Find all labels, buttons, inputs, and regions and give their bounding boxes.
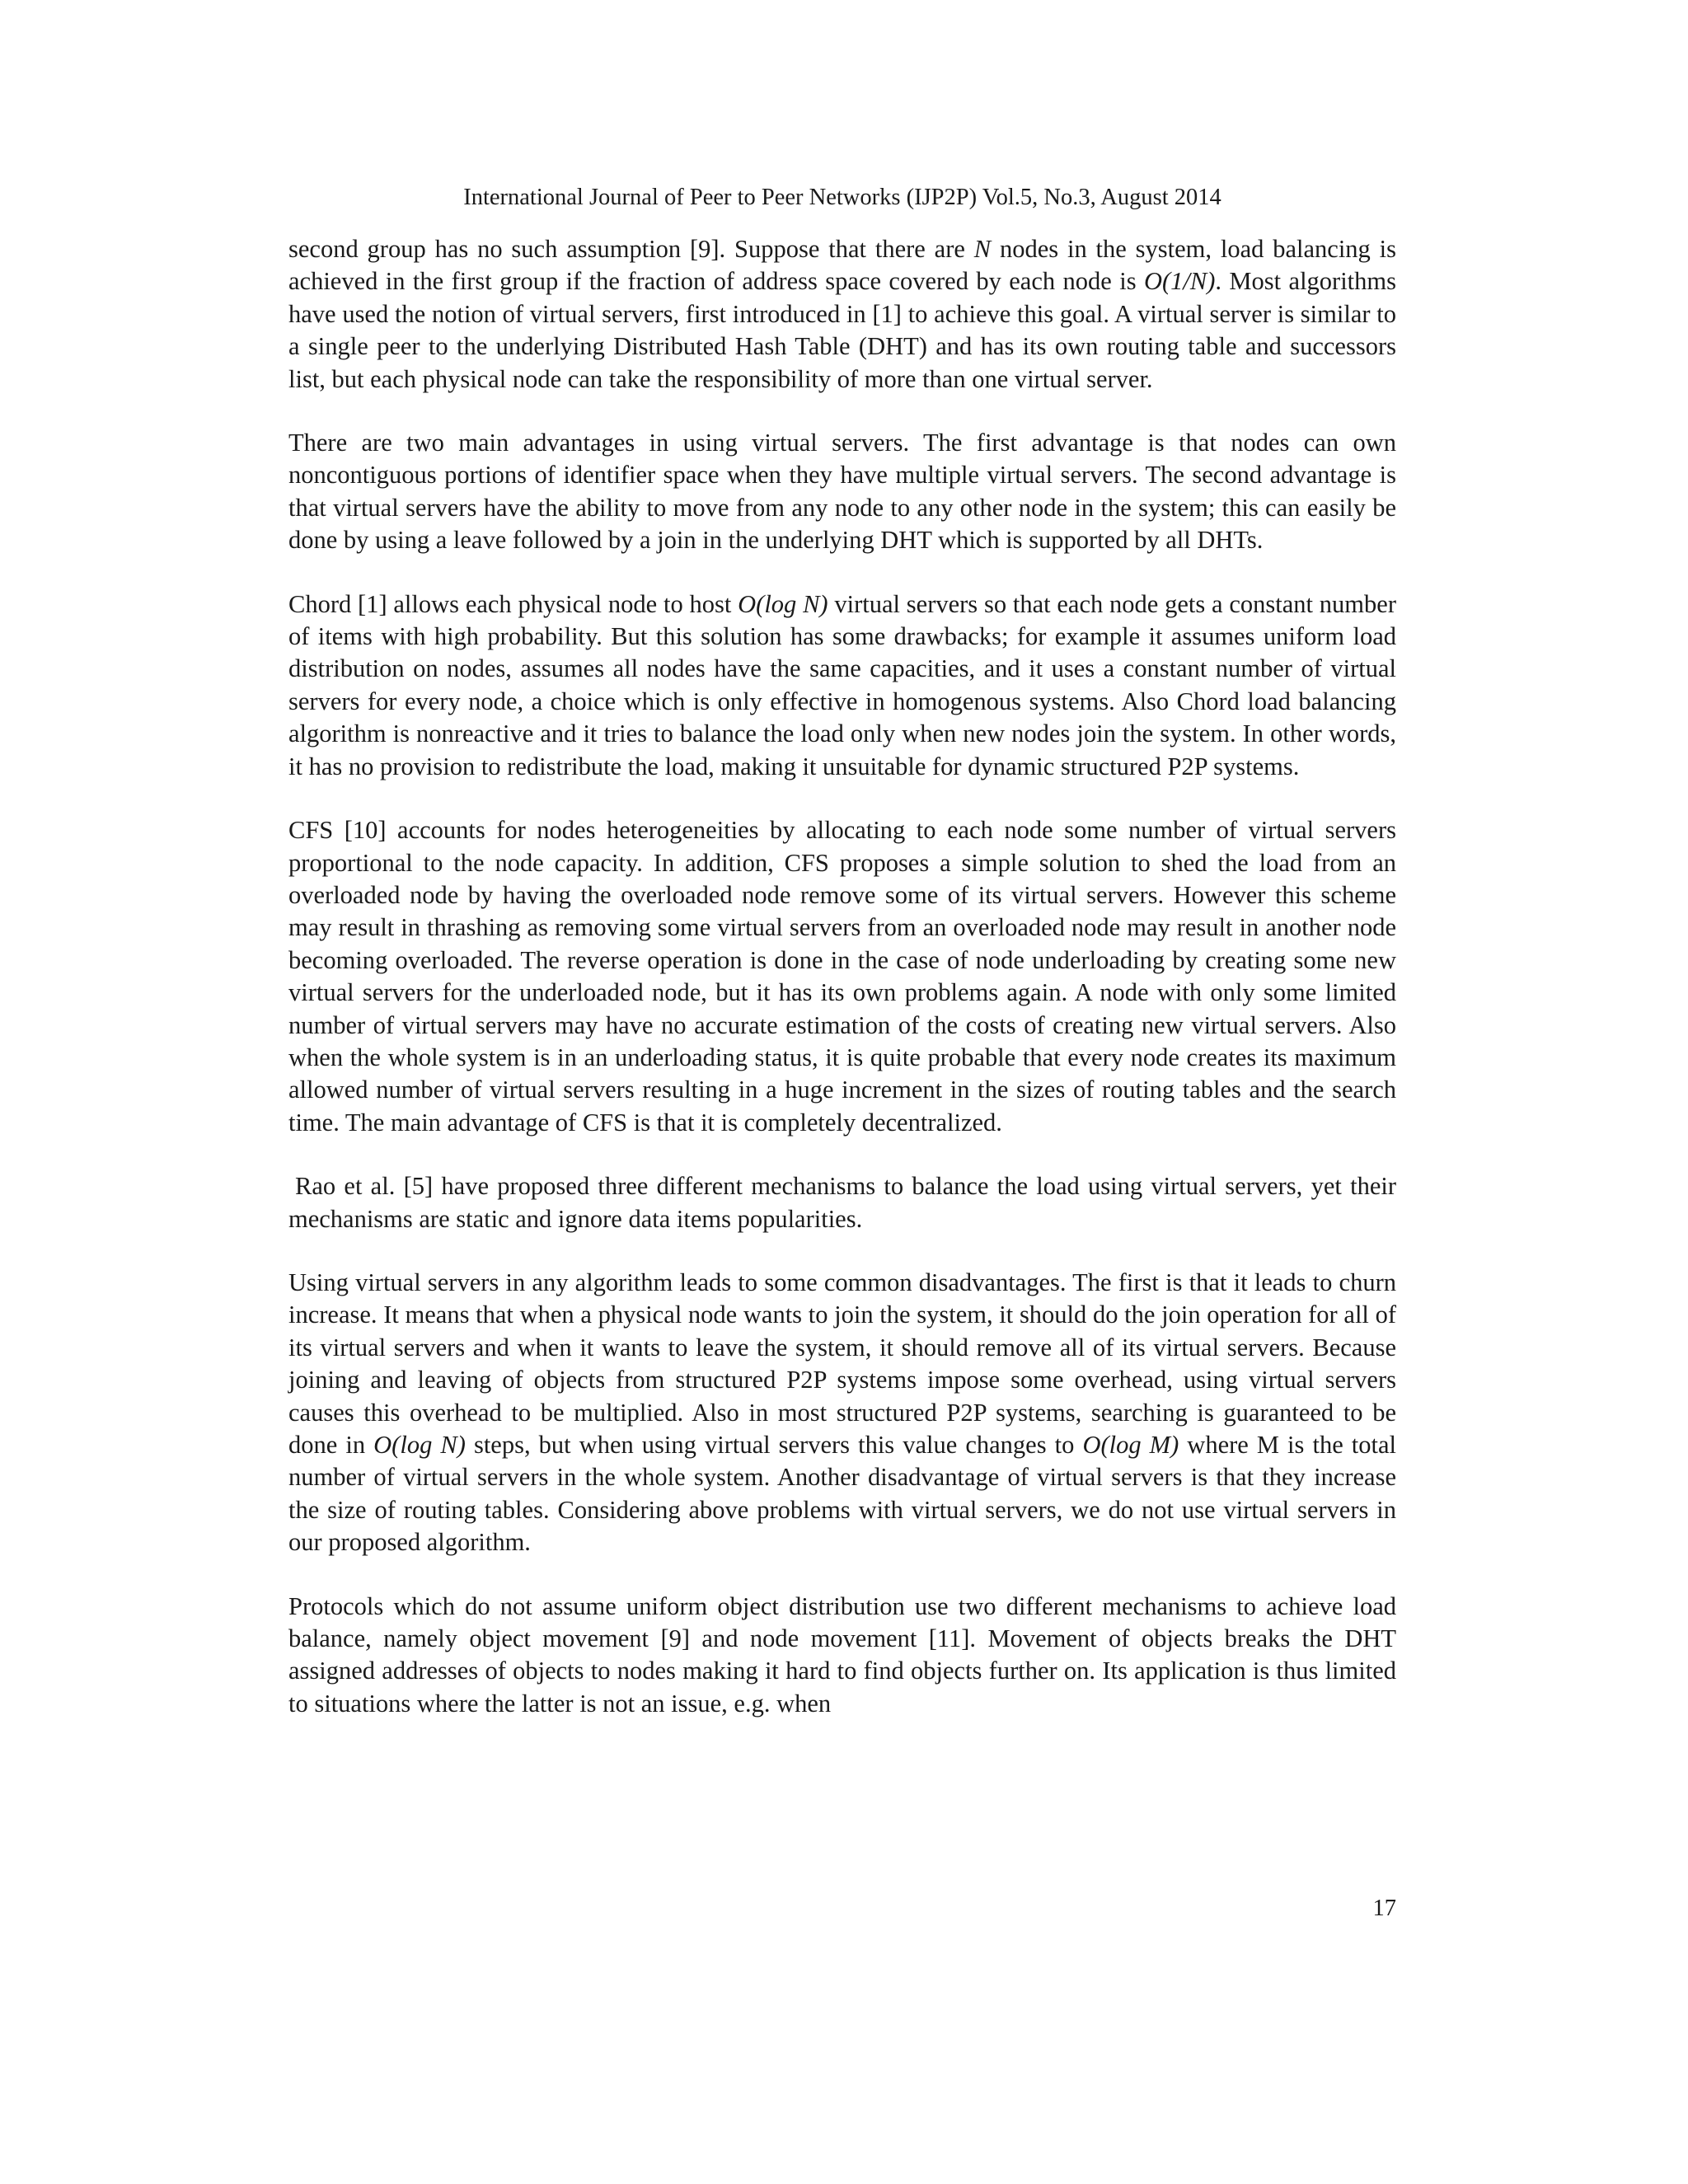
paragraph-cfs: CFS [10] accounts for nodes heterogeneities by allocating to each node some number of virtual servers proportional to the node capacity. In addition, CFS proposes a simple solution to shed the load from an overloaded node by having the overloaded node remove some of its virtual servers. However this scheme may result in thrashing as removing some virtual servers from an overloaded node may result in another node becoming overloaded. The reverse operation is done in the case of node underloading by creating some new virtual servers for the underloaded node, but it has its own problems again. A node with only some limited number of virtual servers may have no accurate estimation of the costs of creating new virtual servers. Also when the whole system is in an underloading status, it is quite probable that every node creates its maximum allowed number of virtual servers resulting in a huge increment in the sizes of routing tables and the search time. The main advantage of CFS is that it is completely decentralized. [288, 816, 1396, 1137]
running-header: International Journal of Peer to Peer Networks (IJP2P) Vol.5, No.3, August 2014 [463, 185, 1221, 210]
p3-text-c: virtual servers so that each node gets a constant number of items with high probability. But this solution has some drawbacks; for example it assumes uniform load distribution on nodes, assumes all nodes have the same capacities, and it uses a constant number of virtual servers for every node, a choice which is only effective in homogenous systems. Also Chord load balancing algorithm is nonreactive and it tries to balance the load only when new nodes join the system. In other words, it has no provision to redistribute the load, making it unsuitable for dynamic structured P2P systems. [288, 589, 1396, 780]
p3-text-a: Chord [1] allows each physical node to host [288, 589, 738, 618]
body-text [288, 233, 1396, 1751]
p6-text-c: steps, but when using virtual servers this value changes to [465, 1431, 1083, 1459]
p1-text-c: nodes in the system, load balancing is achieved in the first group if the fraction of address space covered by each node is [288, 235, 1397, 296]
p6-math-ologn: O(log N) [373, 1431, 466, 1459]
p6-text-e: where M is the total number of virtual servers in the whole system. Another disadvantage of virtual servers is that they increase the size of routing tables. Considering above problems with virtual servers, we do not use virtual servers in our proposed algorithm. [288, 1431, 1396, 1557]
p1-text-a: second group has no such assumption [9]. Suppose that there are [288, 235, 974, 263]
p1-math-o1n: O(1/N) [1143, 267, 1216, 296]
p3-math-ologn: O(log N) [738, 589, 828, 618]
page-number: 17 [1372, 1896, 1396, 1921]
p1-text-e: . Most algorithms have used the notion of virtual servers, first introduced in [1] to achieve this goal. A virtual server is similar to a single peer to the underlying Distributed Hash Table (DHT) and has its own routing table and successors list, but each physical node can take the responsibility of more than one virtual server. [288, 267, 1396, 393]
paragraph-virtual-servers-intro [288, 233, 1396, 396]
p1-math-n: N [973, 235, 992, 263]
paragraph-protocols: Protocols which do not assume uniform object distribution use two different mechanisms to achieve load balance, namely object movement [9] and node movement [11]. Movement of objects breaks the DHT assigned addresses of objects to nodes making it hard to find objects further on. Its application is thus limited to situations where the latter is not an issue, e.g. when [288, 1591, 1396, 1718]
paragraph-disadvantages [288, 1267, 1396, 1559]
paragraph-chord [288, 588, 1396, 783]
paragraph-rao: Rao et al. [5] have proposed three different mechanisms to balance the load using virtual servers, yet their mechanisms are static and ignore data items popularities. [288, 1172, 1396, 1233]
p6-math-ologm: O(log M) [1082, 1431, 1179, 1459]
paragraph-advantages: There are two main advantages in using virtual servers. The first advantage is that nodes can own noncontiguous portions of identifier space when they have multiple virtual servers. The second advantage is that virtual servers have the ability to move from any node to any other node in the system; this can easily be done by using a leave followed by a join in the underlying DHT which is supported by all DHTs. [288, 429, 1396, 555]
p6-text-a: Using virtual servers in any algorithm leads to some common disadvantages. The first is that it leads to churn increase. It means that when a physical node wants to join the system, it should do the join operation for all of its virtual servers and when it wants to leave the system, it should remove all of its virtual servers. Because joining and leaving of objects from structured P2P systems impose some overhead, using virtual servers causes this overhead to be multiplied. Also in most structured P2P systems, searching is guaranteed to be done in [288, 1268, 1396, 1459]
